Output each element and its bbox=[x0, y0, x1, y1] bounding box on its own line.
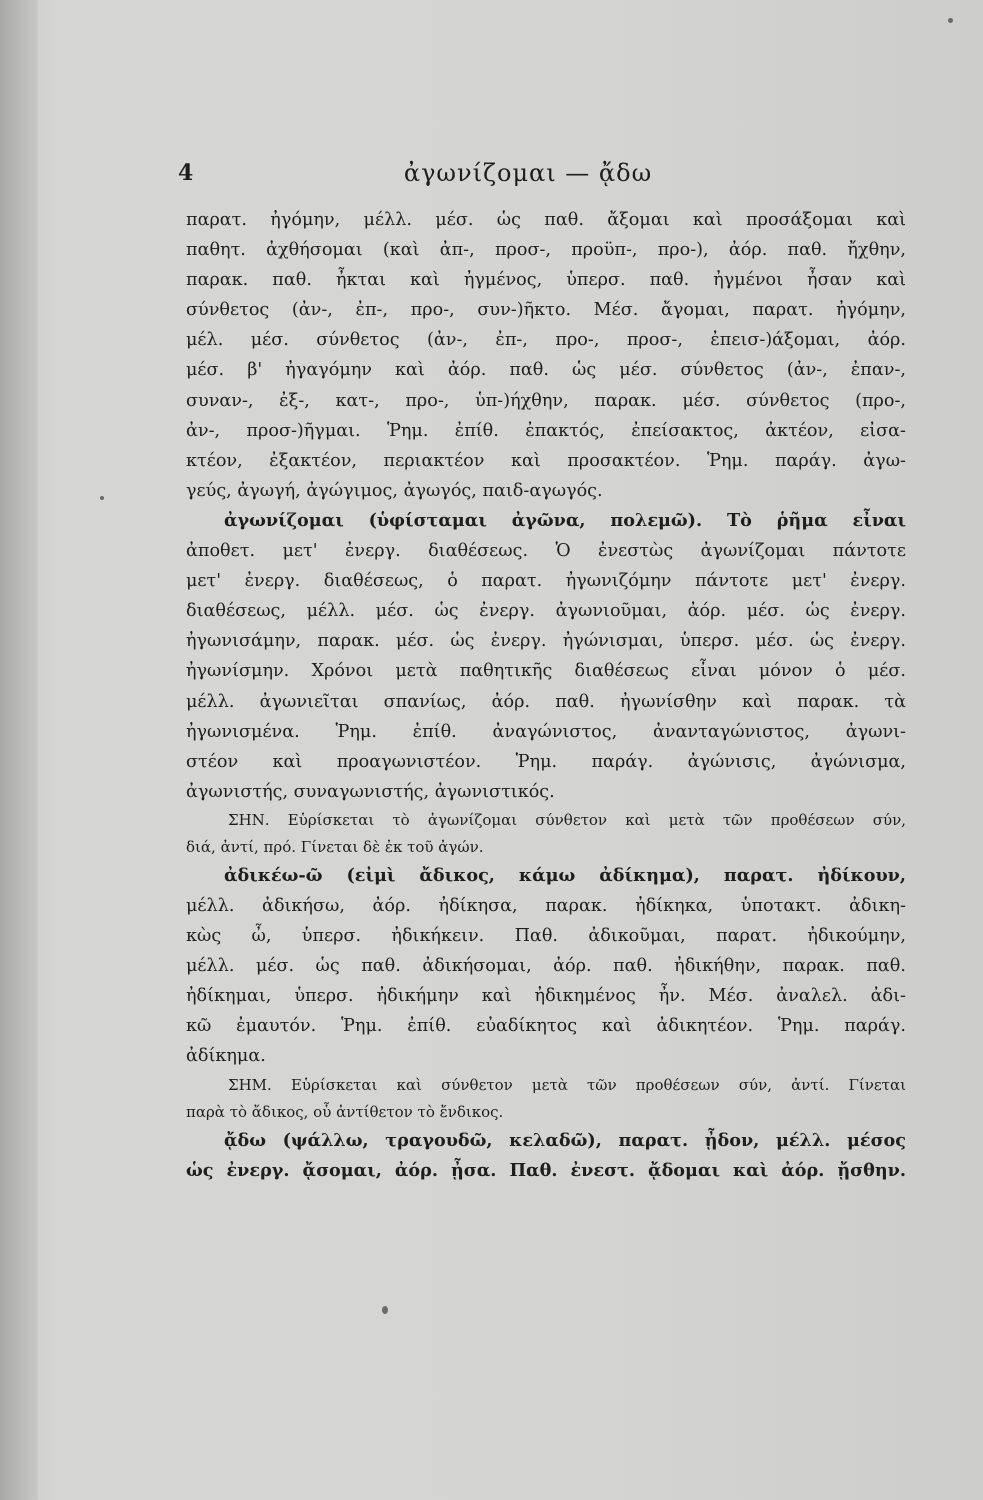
text-line: ὡς ἐνεργ. ᾄσομαι, ἀόρ. ᾖσα. Παθ. ἐνεστ. ᾄδομαι καὶ ἀόρ. ᾔσθην. bbox=[186, 1159, 906, 1181]
note-line: διά, ἀντί, πρό. Γίνεται δὲ ἐκ τοῦ ἀγών. bbox=[186, 837, 484, 856]
text-line: μέλλ. μέσ. ὡς παθ. ἀδικήσομαι, ἀόρ. παθ. ἠδικήθην, παρακ. παθ. bbox=[186, 956, 906, 977]
entry-headword-line: ᾄδω (ψάλλω, τραγουδῶ, κελαδῶ), παρατ. ᾖδον, μέλλ. μέσος bbox=[224, 1129, 906, 1151]
text-line: ἠδίκημαι, ὑπερσ. ἠδικήμην καὶ ἠδικημένος ἦν. Μέσ. ἀναλελ. ἀδι- bbox=[186, 986, 906, 1007]
body-text bbox=[186, 205, 906, 1186]
text-line: μέσ. β' ἠγαγόμην καὶ ἀόρ. παθ. ὡς μέσ. σύνθετος (ἀν-, ἐπαν-, bbox=[186, 360, 906, 381]
text-line: ἀποθετ. μετ' ἐνεργ. διαθέσεως. Ὁ ἐνεστὼς ἀγωνίζομαι πάντοτε bbox=[186, 541, 906, 562]
text-line: γεύς, ἀγωγή, ἀγώγιμος, ἀγωγός, παιδ-αγωγός. bbox=[186, 480, 603, 501]
text-line: παθητ. ἀχθήσομαι (καὶ ἀπ-, προσ-, προϋπ-, προ-), ἀόρ. παθ. ἤχθην, bbox=[186, 240, 906, 261]
text-line: στέον καὶ προαγωνιστέον. Ῥημ. παράγ. ἀγώνισις, ἀγώνισμα, bbox=[186, 751, 906, 772]
text-line: κτέον, ἐξακτέον, περιακτέον καὶ προσακτέον. Ῥημ. παράγ. ἀγω- bbox=[186, 450, 906, 471]
text-line: συναν-, ἐξ-, κατ-, προ-, ὑπ-)ήχθην, παρακ. μέσ. σύνθετος (προ-, bbox=[186, 390, 906, 411]
text-line: ἠγωνισάμην, παρακ. μέσ. ὡς ἐνεργ. ἠγώνισμαι, ὑπερσ. μέσ. ὡς ἐνεργ. bbox=[186, 631, 906, 652]
ink-speck bbox=[948, 18, 953, 23]
ink-speck bbox=[382, 1306, 388, 1314]
text-line: κῶ ἐμαυτόν. Ῥημ. ἐπίθ. εὐαδίκητος καὶ ἀδικητέον. Ῥημ. παράγ. bbox=[186, 1016, 906, 1037]
entry-headword-line: ἀγωνίζομαι (ὑφίσταμαι ἀγῶνα, πολεμῶ). Τὸ ῥῆμα εἶναι bbox=[224, 509, 906, 531]
text-line: μέλ. μέσ. σύνθετος (ἀν-, ἐπ-, προ-, προσ-, ἐπεισ-)άξομαι, ἀόρ. bbox=[186, 330, 906, 351]
text-line: ἠγωνισμένα. Ῥημ. ἐπίθ. ἀναγώνιστος, ἀνανταγώνιστος, ἀγωνι- bbox=[186, 721, 906, 742]
text-line: ἀν-, προσ-)ῆγμαι. Ῥημ. ἐπίθ. ἐπακτός, ἐπείσακτος, ἀκτέον, εἰσα- bbox=[186, 420, 906, 441]
text-line: ἀδίκημα. bbox=[186, 1046, 266, 1067]
page-number: 4 bbox=[178, 160, 194, 186]
text-line: σύνθετος (ἀν-, ἐπ-, προ-, συν-)ῆκτο. Μέσ. ἄγομαι, παρατ. ἠγόμην, bbox=[186, 300, 906, 321]
page-edge-shadow bbox=[0, 0, 38, 1500]
text-line: κὼς ὦ, ὑπερσ. ἠδικήκειν. Παθ. ἀδικοῦμαι, παρατ. ἠδικούμην, bbox=[186, 926, 906, 947]
text-line: μέλλ. ἀγωνιεῖται σπανίως, ἀόρ. παθ. ἠγωνίσθην καὶ παρακ. τὰ bbox=[186, 691, 906, 712]
text-line: μέλλ. ἀδικήσω, ἀόρ. ἠδίκησα, παρακ. ἠδίκηκα, ὑποτακτ. ἀδικη- bbox=[186, 895, 906, 916]
note-line: ΣΗΝ. Εὑρίσκεται τὸ ἀγωνίζομαι σύνθετον καὶ μετὰ τῶν προθέσεων σύν, bbox=[228, 810, 906, 829]
note-line: παρὰ τὸ ἄδικος, οὗ ἀντίθετον τὸ ἔνδικος. bbox=[186, 1102, 504, 1121]
entry-headword-line: ἀδικέω-ῶ (εἰμὶ ἄδικος, κάμω ἀδίκημα), παρατ. ἠδίκουν, bbox=[224, 864, 906, 886]
page-header bbox=[178, 158, 898, 194]
ink-speck bbox=[100, 496, 104, 500]
text-line: διαθέσεως, μέλλ. μέσ. ὡς ἐνεργ. ἀγωνιοῦμαι, ἀόρ. μέσ. ὡς ἐνεργ. bbox=[186, 601, 906, 622]
text-line: παρακ. παθ. ἦκται καὶ ἠγμένος, ὑπερσ. παθ. ἠγμένοι ἦσαν καὶ bbox=[186, 270, 906, 291]
note-line: ΣΗΜ. Εὑρίσκεται καὶ σύνθετον μετὰ τῶν προθέσεων σύν, ἀντί. Γίνεται bbox=[228, 1075, 906, 1094]
text-line: ἠγωνίσμην. Χρόνοι μετὰ παθητικῆς διαθέσεως εἶναι μόνον ὁ μέσ. bbox=[186, 661, 906, 682]
text-line: παρατ. ἠγόμην, μέλλ. μέσ. ὡς παθ. ἄξομαι καὶ προσάξομαι καὶ bbox=[186, 210, 906, 230]
text-line: μετ' ἐνεργ. διαθέσεως, ὁ παρατ. ἠγωνιζόμην πάντοτε μετ' ἐνεργ. bbox=[186, 571, 906, 592]
running-title: ἀγωνίζομαι — ᾄδω bbox=[403, 159, 653, 187]
text-line: ἀγωνιστής, συναγωνιστής, ἀγωνιστικός. bbox=[186, 781, 555, 802]
